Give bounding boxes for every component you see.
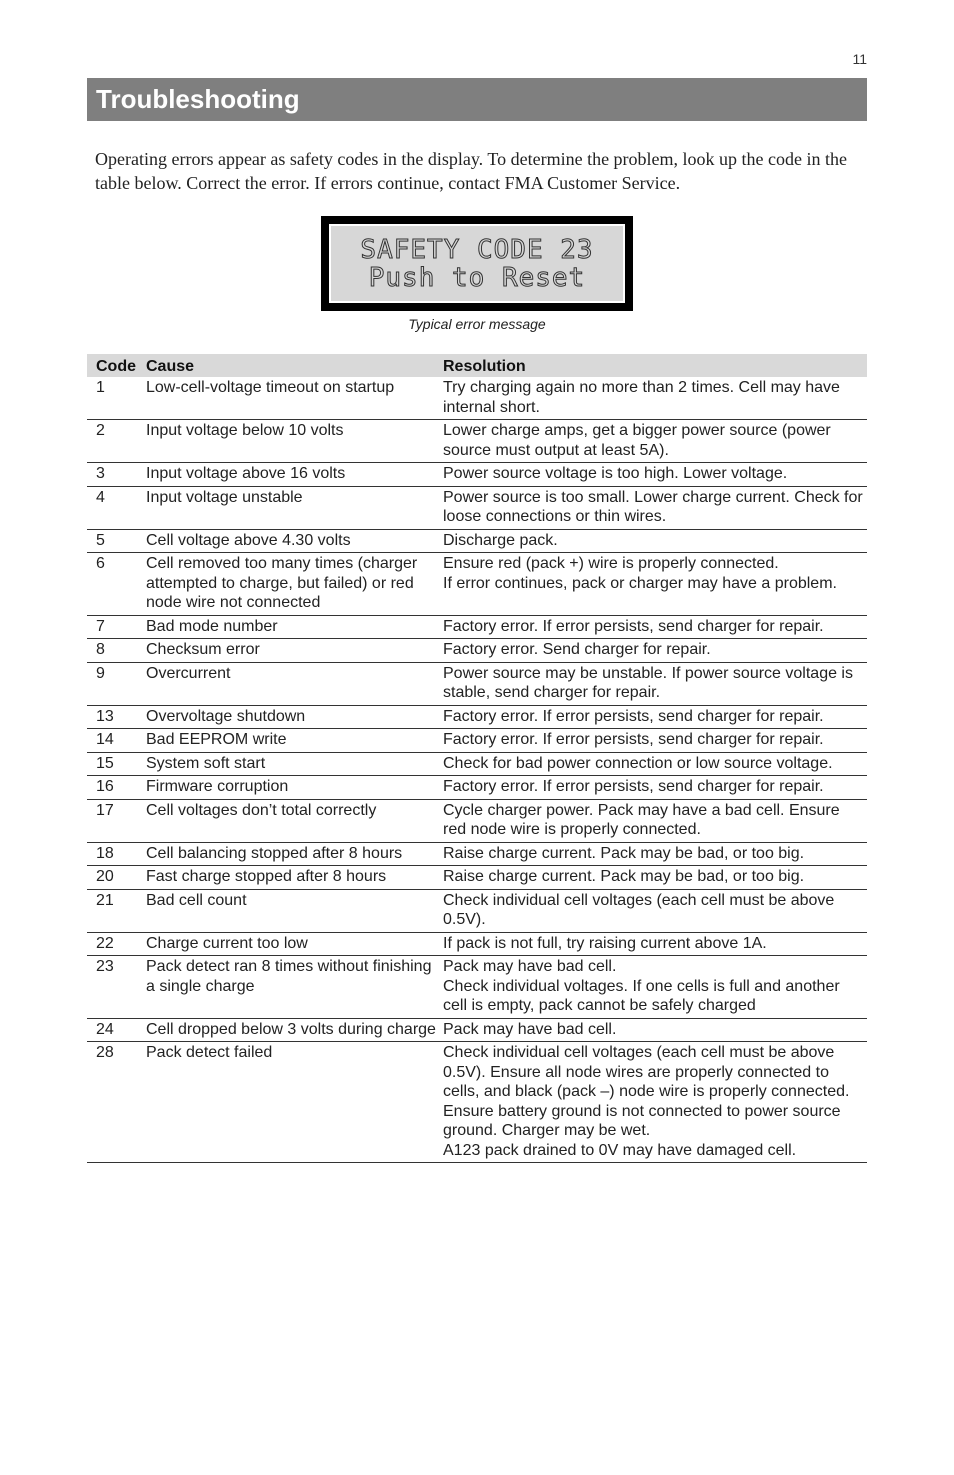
- table-row: [87, 705, 867, 729]
- code-cell: 8: [96, 641, 105, 658]
- cause-cell: Cell voltages don’t total correctly: [146, 801, 377, 819]
- section-header-bar: [87, 78, 867, 121]
- table-row: [87, 377, 867, 420]
- resolution-cell: Pack may have bad cell. Check individual voltages. If one cells is full and another cell is empty, pack cannot be safely charged: [443, 958, 840, 1014]
- cause-cell: Firmware corruption: [146, 778, 289, 795]
- resolution-cell: Power source may be unstable. If power source voltage is stable, send charger for repair.: [443, 664, 853, 701]
- table-row: [87, 956, 867, 1019]
- table-row: [87, 639, 867, 663]
- cause-cell: Fast charge stopped after 8 hours: [146, 868, 387, 885]
- lcd-screen: [329, 224, 625, 303]
- section-title: Troubleshooting: [96, 84, 300, 114]
- table-row: [87, 799, 867, 842]
- cause-cell: Checksum error: [146, 641, 260, 658]
- resolution-cell: Raise charge current. Pack may be bad, or too big.: [443, 868, 805, 885]
- resolution-cell: Power source voltage is too high. Lower voltage.: [443, 465, 788, 482]
- table-row: [87, 752, 867, 776]
- cause-cell: Overcurrent: [146, 664, 231, 682]
- cause-cell: Bad mode number: [146, 617, 278, 635]
- table-header-row: [87, 354, 867, 377]
- cause-cell: Cell voltage above 4.30 volts: [146, 531, 351, 549]
- resolution-cell: Ensure red (pack +) wire is properly connected. If error continues, pack or charger may have a problem.: [443, 555, 837, 592]
- code-cell: 7: [96, 617, 105, 635]
- code-cell: 24: [96, 1020, 114, 1038]
- code-cell: 28: [96, 1044, 114, 1061]
- resolution-cell: Factory error. If error persists, send charger for repair.: [443, 778, 824, 795]
- cause-cell: Input voltage unstable: [146, 488, 303, 506]
- cause-cell: Pack detect failed: [146, 1044, 273, 1061]
- code-cell: 20: [96, 868, 114, 885]
- resolution-cell: Check individual cell voltages (each cell must be above 0.5V).: [443, 891, 835, 928]
- lcd-display-figure: [321, 216, 633, 311]
- table-row: [87, 776, 867, 800]
- resolution-cell: Cycle charger power. Pack may have a bad cell. Ensure red node wire is properly connected.: [443, 801, 840, 838]
- resolution-cell: Pack may have bad cell.: [443, 1020, 617, 1038]
- code-cell: 13: [96, 707, 114, 725]
- cause-cell: Overvoltage shutdown: [146, 707, 306, 725]
- resolution-cell: Factory error. If error persists, send charger for repair.: [443, 617, 824, 635]
- table-row: [87, 889, 867, 932]
- figure-caption: Typical error message: [408, 316, 546, 332]
- table-row: [87, 866, 867, 890]
- resolution-cell: Raise charge current. Pack may be bad, or too big.: [443, 844, 805, 862]
- code-cell: 3: [96, 465, 105, 482]
- code-cell: 15: [96, 754, 114, 772]
- cause-cell: Low-cell-voltage timeout on startup: [146, 379, 395, 396]
- resolution-cell: Factory error. If error persists, send charger for repair.: [443, 707, 824, 725]
- code-cell: 4: [96, 488, 105, 506]
- cause-cell: Input voltage below 10 volts: [146, 422, 344, 439]
- lcd-line-1: SAFETY CODE 23: [360, 234, 594, 265]
- code-cell: 16: [96, 778, 114, 795]
- resolution-cell: Factory error. If error persists, send charger for repair.: [443, 731, 824, 748]
- table-row: [87, 842, 867, 866]
- code-cell: 21: [96, 891, 114, 909]
- table-row: [87, 529, 867, 553]
- code-cell: 5: [96, 531, 105, 549]
- code-cell: 2: [96, 422, 105, 439]
- cause-cell: Cell removed too many times (charger attempted to charge, but failed) or red node wire not connected: [146, 555, 418, 611]
- cause-cell: Pack detect ran 8 times without finishing a single charge: [146, 958, 432, 995]
- header-code: Code: [96, 358, 136, 375]
- page-number: 11: [852, 51, 867, 67]
- code-cell: 1: [96, 379, 105, 396]
- code-cell: 6: [96, 555, 105, 572]
- code-cell: 18: [96, 844, 114, 862]
- header-cause: Cause: [146, 358, 195, 375]
- resolution-cell: If pack is not full, try raising current above 1A.: [443, 934, 767, 952]
- code-cell: 23: [96, 958, 114, 975]
- table-row: [87, 553, 867, 616]
- safety-code-table: [87, 354, 867, 1163]
- table-row: [87, 463, 867, 487]
- cause-cell: System soft start: [146, 754, 266, 772]
- code-cell: 22: [96, 934, 114, 952]
- resolution-cell: Factory error. Send charger for repair.: [443, 641, 711, 658]
- resolution-cell: Check individual cell voltages (each cell must be above 0.5V). Ensure all node wires are properly connected to cells, and black (pack –) node wire is properly connected. Ensure battery ground is not connected to power source ground. Charger may be wet. A123 pack drained to 0V may have damaged cell.: [443, 1044, 850, 1159]
- cause-cell: Input voltage above 16 volts: [146, 465, 346, 482]
- table-row: [87, 932, 867, 956]
- intro-paragraph: Operating errors appear as safety codes in the display. To determine the problem, look up the code in the table below. Correct the error. If errors continue, contact FMA Customer Service.: [95, 149, 848, 193]
- code-cell: 14: [96, 731, 114, 748]
- cause-cell: Bad cell count: [146, 891, 247, 909]
- resolution-cell: Try charging again no more than 2 times. Cell may have internal short.: [443, 379, 840, 416]
- resolution-cell: Lower charge amps, get a bigger power source (power source must output at least 5A).: [443, 422, 831, 459]
- cause-cell: Cell dropped below 3 volts during charge: [146, 1020, 436, 1038]
- code-cell: 9: [96, 664, 105, 682]
- table-row: [87, 615, 867, 639]
- resolution-cell: Check for bad power connection or low source voltage.: [443, 754, 833, 772]
- resolution-cell: Discharge pack.: [443, 531, 558, 549]
- table-row: [87, 729, 867, 753]
- cause-cell: Charge current too low: [146, 934, 308, 952]
- cause-cell: Bad EEPROM write: [146, 731, 287, 748]
- lcd-line-2: Push to Reset: [368, 262, 586, 293]
- resolution-cell: Power source is too small. Lower charge current. Check for loose connections or thin wires.: [443, 488, 863, 525]
- code-cell: 17: [96, 801, 114, 819]
- table-row: [87, 1042, 867, 1163]
- table-row: [87, 420, 867, 463]
- table-row: [87, 662, 867, 705]
- table-row: [87, 1018, 867, 1042]
- header-resolution: Resolution: [443, 358, 526, 375]
- table-row: [87, 486, 867, 529]
- cause-cell: Cell balancing stopped after 8 hours: [146, 844, 403, 862]
